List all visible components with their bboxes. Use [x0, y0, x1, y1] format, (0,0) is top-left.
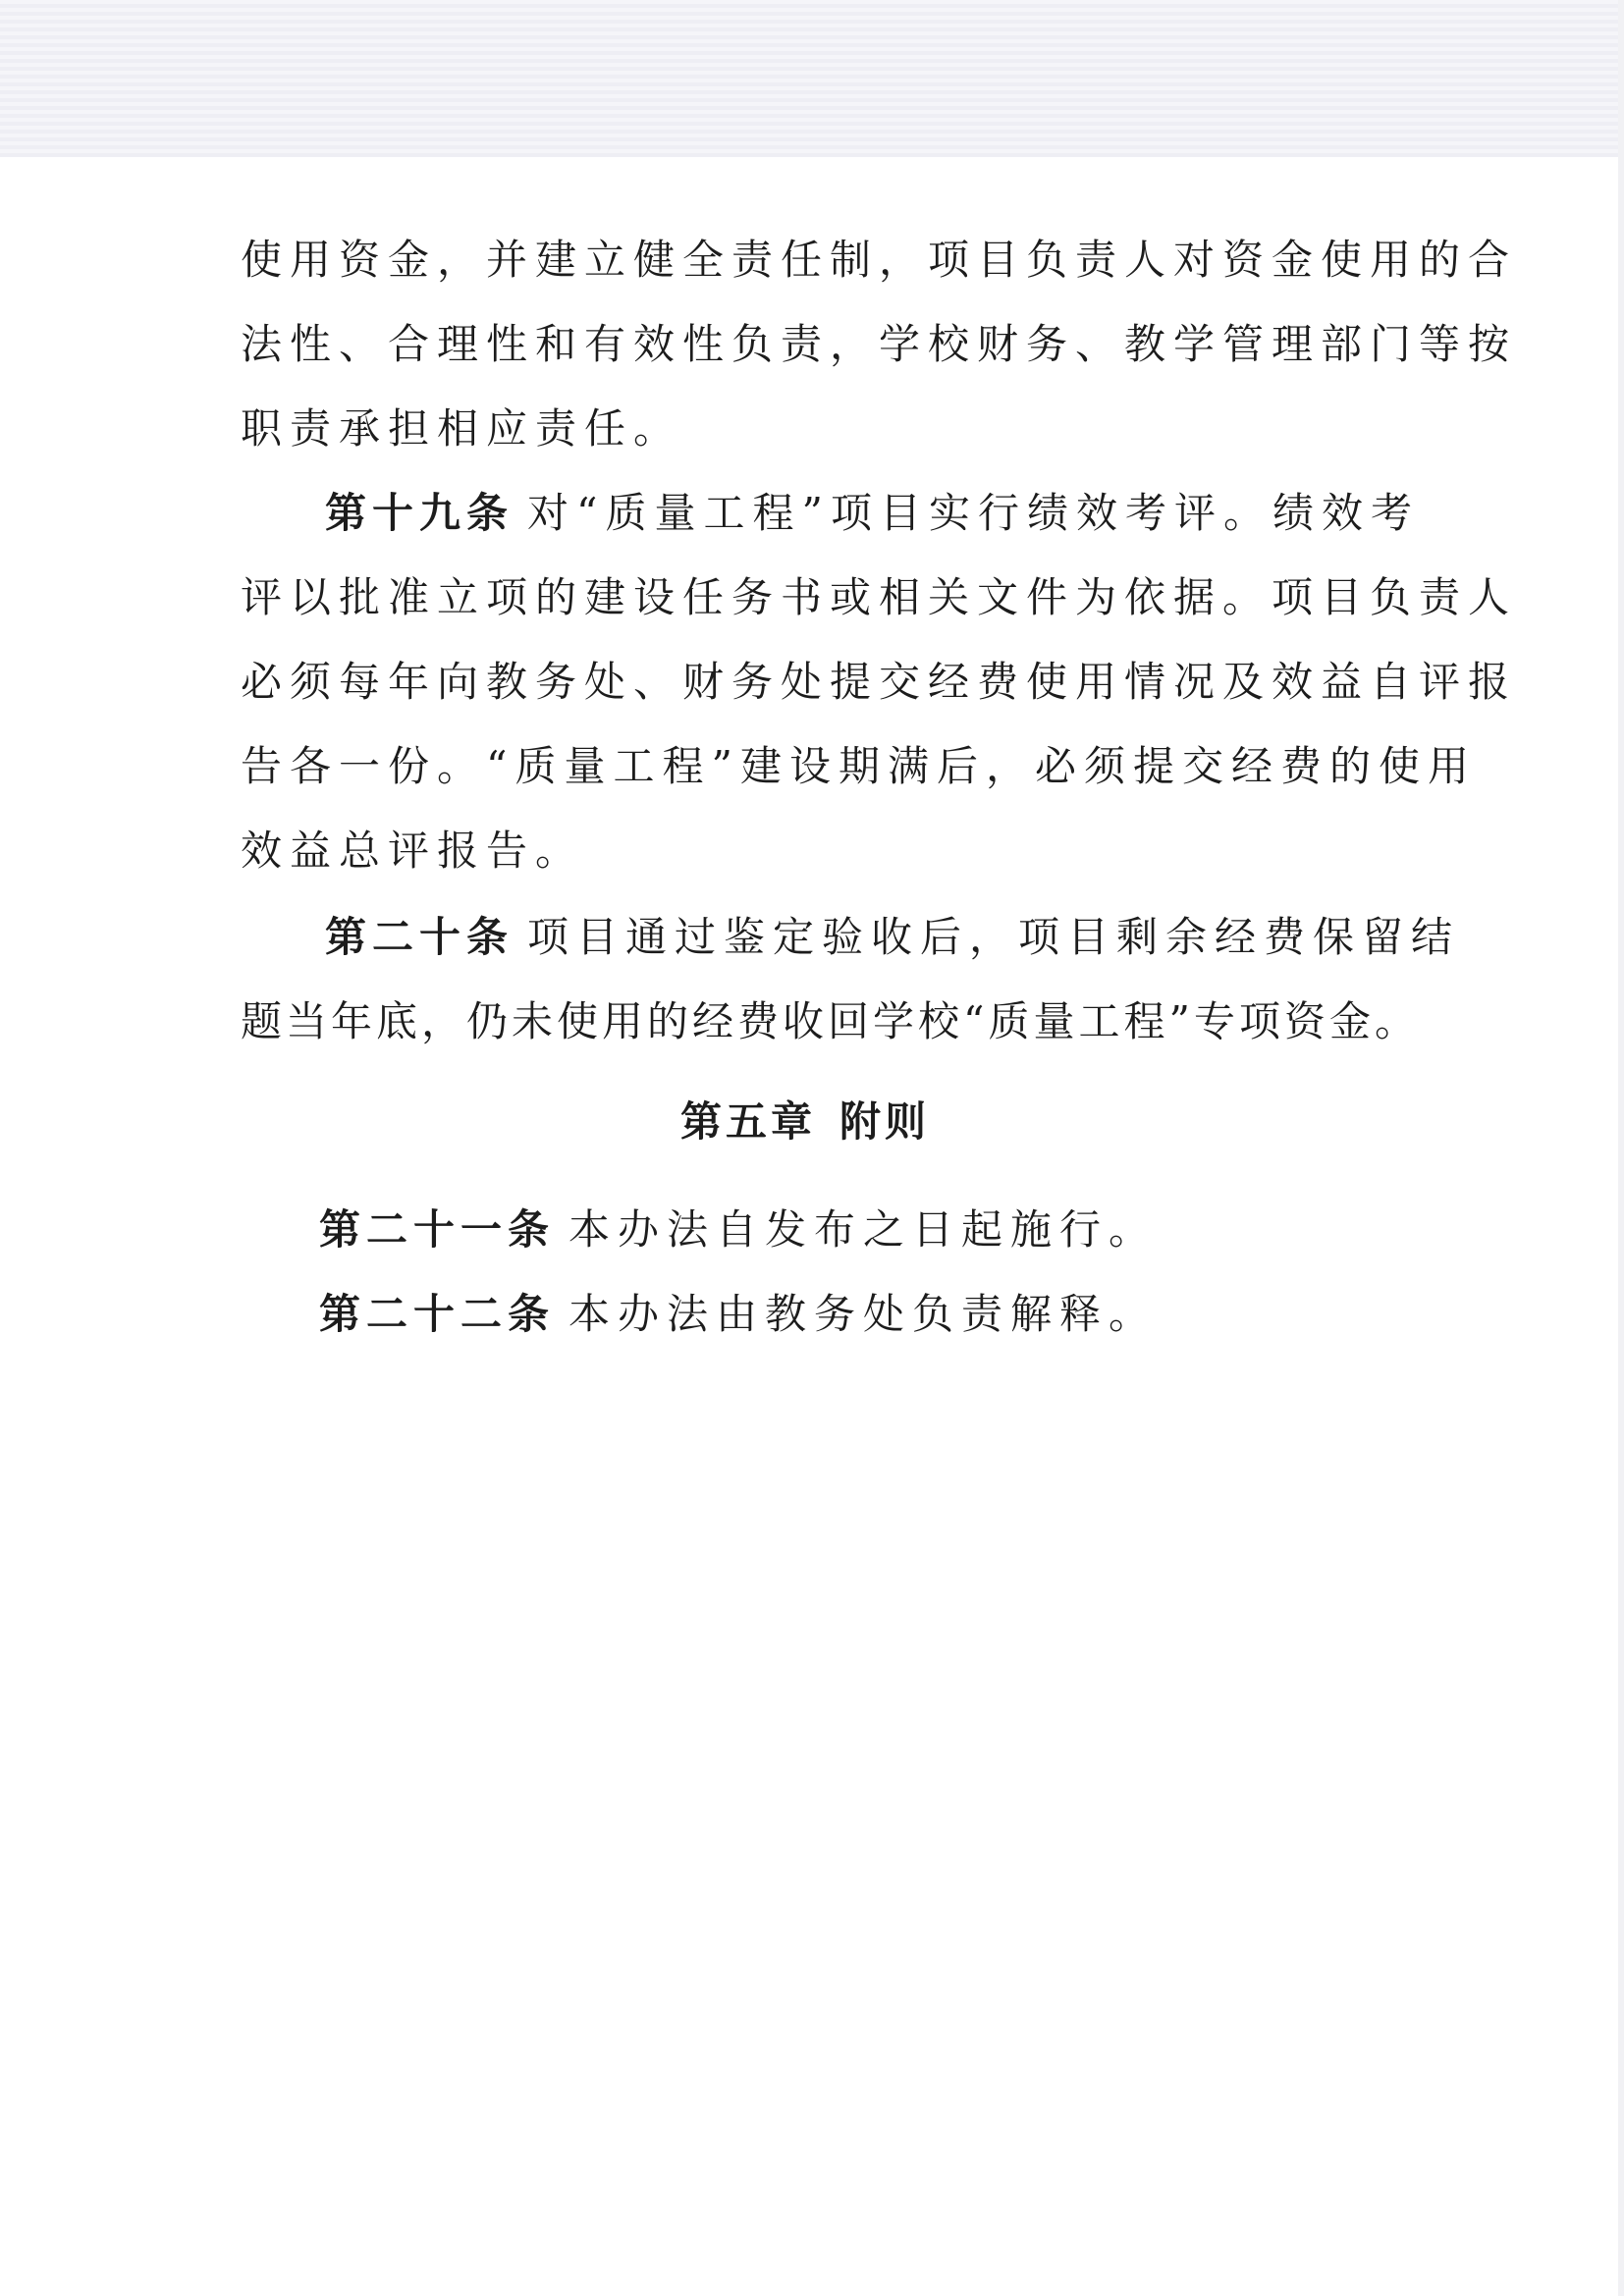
text-line: 职责承担相应责任。 [241, 404, 683, 453]
text-line: 效益总评报告。 [241, 827, 585, 875]
text-line [241, 1188, 1370, 1272]
chapter-number: 第五章 [679, 1097, 816, 1146]
article-text: 对“质量工程”项目实行绩效考评。绩效考 [527, 489, 1420, 537]
text-line: 法性、合理性和有效性负责，学校财务、教学管理部门等按 [241, 320, 1518, 368]
article-22 [241, 1272, 1370, 1357]
article-text: 项目通过鉴定验收后，项目剩余经费保留结 [527, 913, 1461, 961]
article-number: 第二十二条 [319, 1290, 556, 1338]
text-line: 使用资金，并建立健全责任制，项目负责人对资金使用的合 [241, 236, 1518, 284]
article-21 [241, 1188, 1370, 1272]
text-line: 题当年底，仍未使用的经费收回学校“质量工程”专项资金。 [241, 997, 1420, 1045]
chapter-title: 附则 [839, 1097, 931, 1146]
article-19 [241, 471, 1518, 893]
text-line: 评以批准立项的建设任务书或相关文件为依据。项目负责人 [241, 573, 1518, 621]
article-text: 本办法自发布之日起施行。 [568, 1205, 1159, 1254]
text-line [241, 471, 1420, 556]
paragraph-continuation [241, 218, 1518, 471]
text-line [241, 1272, 1370, 1357]
article-20 [241, 895, 1461, 1064]
article-number: 第十九条 [325, 489, 514, 537]
text-line: 必须每年向教务处、财务处提交经费使用情况及效益自评报 [241, 658, 1518, 706]
text-line: 告各一份。“质量工程”建设期满后，必须提交经费的使用 [241, 742, 1477, 790]
text-line [241, 895, 1461, 980]
article-number: 第二十一条 [319, 1205, 556, 1254]
scan-band [0, 0, 1624, 157]
article-number: 第二十条 [325, 913, 514, 961]
scan-edge [1618, 0, 1624, 2296]
article-text: 本办法由教务处负责解释。 [568, 1290, 1159, 1338]
chapter-heading [241, 1090, 1370, 1148]
